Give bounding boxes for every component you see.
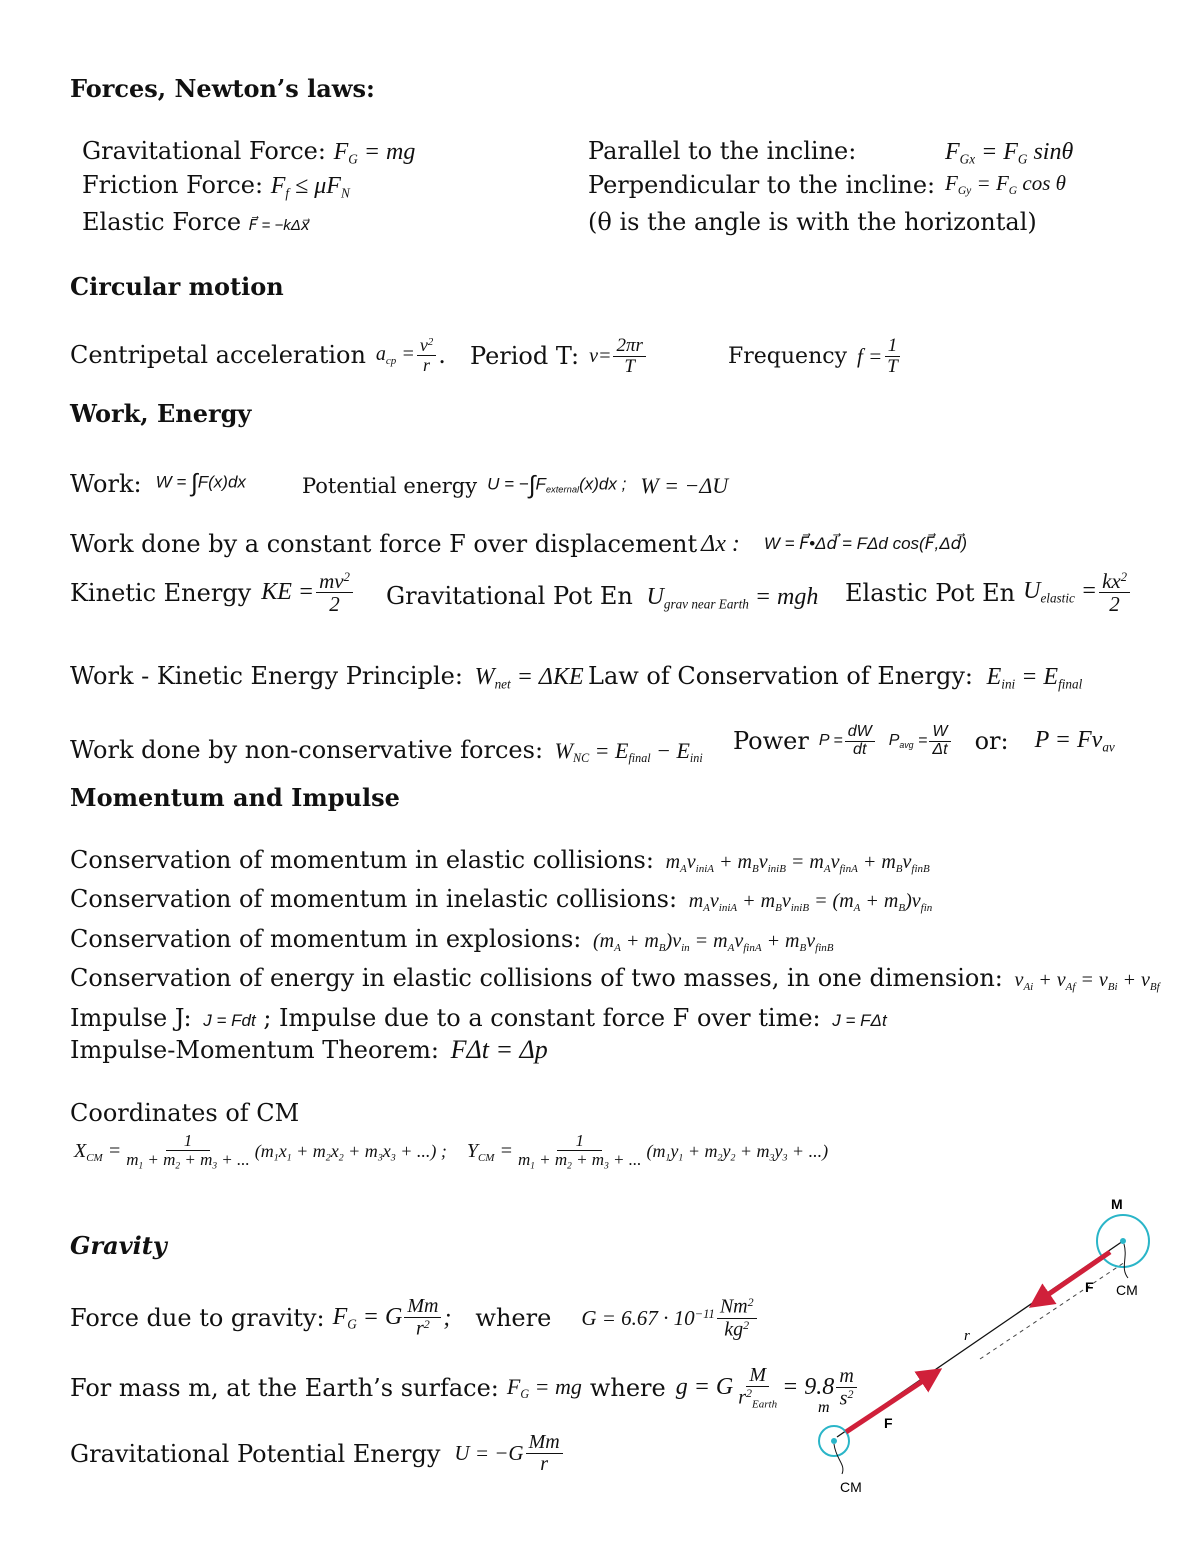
label-CM-top: CM	[1116, 1282, 1138, 1298]
elastic-pot-row: Elastic Pot En $U_{elastic}$ = $\frac{kx^2}{2}$	[845, 570, 1132, 615]
energy-elastic-row: Conservation of energy in elastic collisions of two masses, in one dimension: $v_{Ai} + v_{Af} = v_{Bi} + v_{Bf}$	[70, 964, 1160, 993]
energy-elastic-label: Conservation of energy in elastic collisions of two masses, in one dimension:	[70, 964, 1003, 992]
friction-force-label: Friction Force:	[82, 171, 264, 199]
inelastic-momentum-row: Conservation of momentum in inelastic collisions: $m_Av_{iniA} + m_Bv_{iniB} = (m_A + m_B)v_{fin}$	[70, 885, 933, 914]
nonconservative-row: Work done by non-conservative forces: $W_{NC} = E_{final} - E_{ini}$	[70, 736, 703, 766]
potential-energy-label: Potential energy	[302, 474, 478, 498]
gravitational-force-label: Gravitational Force:	[82, 137, 326, 165]
section-heading-gravity: Gravity	[70, 1231, 167, 1260]
centripetal-label: Centripetal acceleration	[70, 341, 366, 370]
potential-energy-row: Potential energy $U = -\int F_{external}(x)dx$ ; W = −ΔU	[302, 472, 729, 499]
force-arrow-on-M	[1033, 1252, 1110, 1305]
centripetal-row: Centripetal acceleration $a_{cp}$ = $\frac{v^2}{r}$ .	[70, 335, 446, 375]
power-row: Power P = $\frac{dW}{dt}$ $P_{avg}$ = $\frac{W}{\Delta t}$ or: $P = Fv_{av}$	[733, 723, 1115, 758]
label-r: r	[964, 1328, 970, 1344]
grav-pot-row: Gravitational Pot En $U_{grav near Earth}$ = mgh	[386, 582, 819, 612]
surface-where-label: where	[589, 1373, 666, 1402]
impulse-constant-label: ; Impulse due to a constant force F over time:	[263, 1004, 821, 1032]
cm-pointer-top	[1124, 1244, 1128, 1278]
gravity-potential-label: Gravitational Potential Energy	[70, 1439, 441, 1468]
surface-gravity-row: For mass m, at the Earth’s surface: $F_G$ = mg where g = G $\frac{M}{r^2_{Earth}}$ = 9.8 $\frac{m}{s^2}$	[70, 1365, 859, 1411]
frequency-row: Frequency f = $\frac{1}{T}$	[728, 336, 903, 377]
impulse-theorem-row: Impulse-Momentum Theorem: FΔt = Δp	[70, 1035, 548, 1064]
section-heading-circular: Circular motion	[70, 272, 284, 301]
section-heading-forces: Forces, Newton’s laws:	[70, 74, 375, 103]
explosions-label: Conservation of momentum in explosions:	[70, 925, 582, 953]
perpendicular-incline-formula: $F_{Gy} = F_G$ cos θ	[945, 171, 1066, 198]
parallel-incline-label: Parallel to the incline:	[588, 137, 857, 165]
inelastic-momentum-label: Conservation of momentum in inelastic collisions:	[70, 885, 678, 913]
friction-force-row: Friction Force: $F_f \le \mu F_N$	[82, 171, 350, 201]
elastic-momentum-label: Conservation of momentum in elastic collisions:	[70, 846, 654, 874]
grav-pot-label: Gravitational Pot En	[386, 582, 633, 610]
power-or-label: or:	[974, 727, 1009, 756]
distance-dashed-line	[980, 1262, 1125, 1359]
impulse-theorem-label: Impulse-Momentum Theorem:	[70, 1036, 439, 1064]
frequency-label: Frequency	[728, 343, 847, 369]
kinetic-energy-row: Kinetic Energy KE = $\frac{mv^2}{2}$	[70, 570, 355, 615]
kinetic-energy-label: Kinetic Energy	[70, 578, 252, 607]
impulse-label: Impulse J:	[70, 1004, 192, 1032]
mass-m-center-dot	[831, 1438, 837, 1444]
label-CM-bottom: CM	[840, 1479, 862, 1495]
section-heading-work: Work, Energy	[70, 399, 252, 428]
label-F-top: F	[1085, 1279, 1094, 1295]
mass-M-center-dot	[1120, 1238, 1126, 1244]
parallel-incline-formula: $F_{Gx} = F_G$ sinθ	[945, 139, 1074, 167]
work-ke-label: Work - Kinetic Energy Principle:	[70, 662, 463, 690]
constant-force-label: Work done by a constant force F over displacement	[70, 530, 698, 558]
label-M: M	[1111, 1196, 1123, 1212]
label-F-bottom: F	[884, 1415, 893, 1431]
elastic-force-row: Elastic Force F⃗ = −kΔx⃗	[82, 208, 310, 236]
impulse-row: Impulse J: J = Fdt ; Impulse due to a constant force F over time: J = FΔt	[70, 1004, 887, 1032]
period-label: Period T:	[470, 342, 580, 371]
elastic-momentum-row: Conservation of momentum in elastic collisions: $m_Av_{iniA} + m_Bv_{iniB} = m_Av_{finA} + m_Bv_{finB}$	[70, 846, 930, 875]
angle-note: (θ is the angle is with the horizontal)	[588, 208, 1037, 236]
gravity-force-row: Force due to gravity: $F_G = G$ $\frac{Mm}{r^2}$ ; where $G = 6.67 \cdot 10^{-11}$ $\frac{Nm^2}{kg^2}$	[70, 1296, 759, 1340]
cm-pointer-bottom	[834, 1444, 843, 1474]
cm-heading: Coordinates of CM	[70, 1099, 300, 1127]
energy-conservation-label: Law of Conservation of Energy:	[588, 662, 973, 690]
nonconservative-label: Work done by non-conservative forces:	[70, 736, 544, 764]
explosions-row: Conservation of momentum in explosions: $(m_A + m_B)v_{in} = m_Av_{finA} + m_Bv_{finB}$	[70, 925, 834, 954]
work-integral-row: Work: W = ∫F(x)dx	[70, 470, 246, 498]
perpendicular-incline-label: Perpendicular to the incline:	[588, 171, 936, 199]
work-label: Work:	[70, 470, 142, 498]
gravity-where-label: where	[475, 1304, 552, 1333]
elastic-force-label: Elastic Force	[82, 208, 242, 236]
period-row: Period T: v= $\frac{2\pi r}{T}$	[470, 336, 648, 377]
label-m: m	[818, 1399, 830, 1416]
section-heading-momentum: Momentum and Impulse	[70, 783, 400, 812]
gravitational-force-row: Gravitational Force: $F_G$ = mg	[82, 137, 416, 167]
constant-force-row: Work done by a constant force F over displacement Δx : W = F⃗•Δd⃗ = FΔd cos(F⃗,Δd⃗)	[70, 530, 968, 558]
elastic-pot-label: Elastic Pot En	[845, 578, 1016, 607]
surface-gravity-label: For mass m, at the Earth’s surface:	[70, 1373, 499, 1402]
power-label: Power	[733, 727, 809, 756]
gravity-force-label: Force due to gravity:	[70, 1304, 325, 1333]
cm-formula-row: $X_{CM}$ = $\frac{1}{m_1 + m_2 + m_3 + ...}$ ($m_1x_1 + m_2x_2 + m_3x_3$ + ...) ; $Y_{CM}$ = $\frac{1}{m_1 + m_2 + m_3 + ...}$ ($m_1y_1 + m_2y_2 + m_3y_3$ + ...)	[74, 1131, 829, 1172]
energy-conservation-row: Law of Conservation of Energy: $E_{ini} = E_{final}$	[588, 662, 1083, 692]
gravity-potential-row: Gravitational Potential Energy U = −G $\frac{Mm}{r}$	[70, 1432, 565, 1475]
work-ke-row: Work - Kinetic Energy Principle: $W_{net} = \Delta KE$	[70, 662, 584, 692]
